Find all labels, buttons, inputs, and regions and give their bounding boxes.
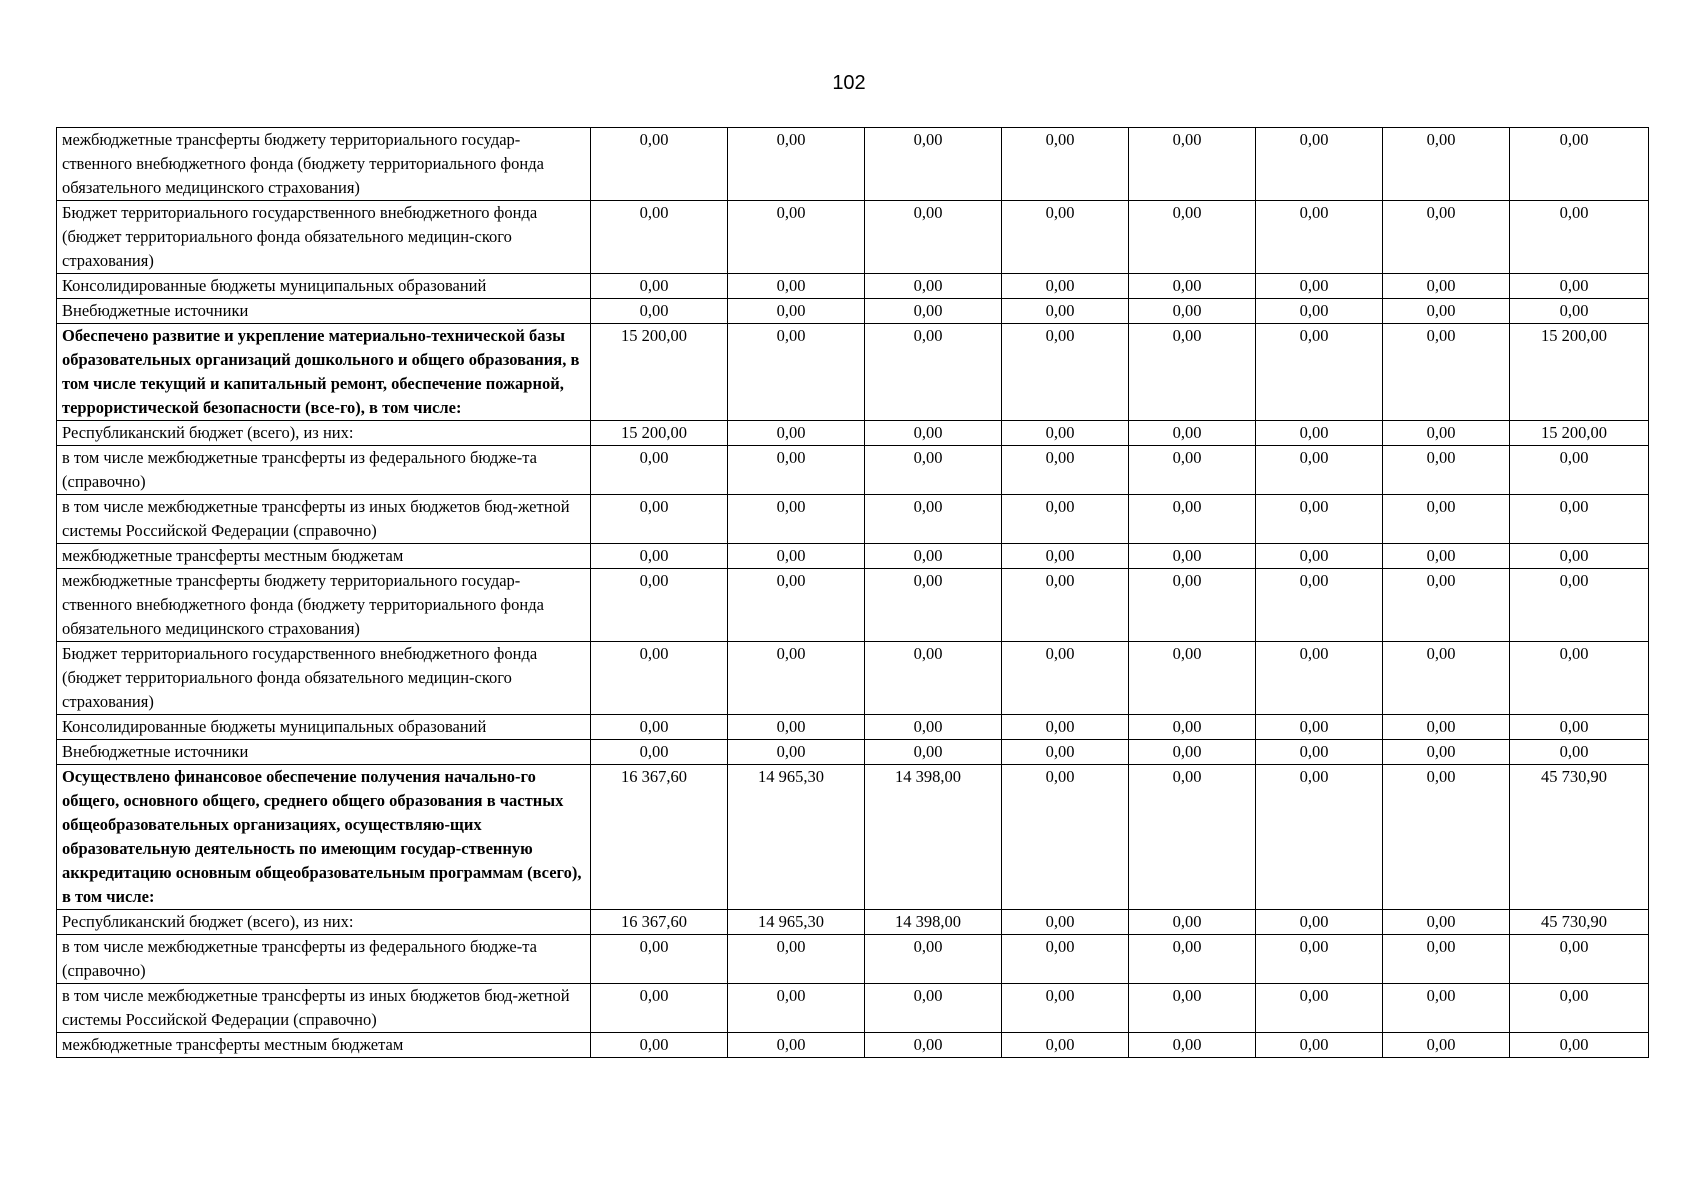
value-cell: 16 367,60: [591, 910, 728, 935]
value-cell: 0,00: [728, 274, 865, 299]
value-cell: 0,00: [1129, 569, 1256, 642]
value-cell: 0,00: [865, 740, 1002, 765]
row-label: в том числе межбюджетные трансферты из иных бюджетов бюд-жетной системы Российской Федерации (справочно): [57, 495, 591, 544]
row-label: Бюджет территориального государственного внебюджетного фонда (бюджет территориального фонда обязательного медицин-ского страхования): [57, 201, 591, 274]
value-cell: 0,00: [1256, 201, 1383, 274]
value-cell: 0,00: [591, 544, 728, 569]
value-cell: 0,00: [1510, 569, 1649, 642]
row-label: Обеспечено развитие и укрепление материально-технической базы образовательных организаций дошкольного и общего образования, в том числе текущий и капитальный ремонт, обеспечение пожарной, террористической безопасности (все-го), в том числе:: [57, 324, 591, 421]
value-cell: 0,00: [1383, 1033, 1510, 1058]
value-cell: 0,00: [1002, 128, 1129, 201]
row-label: межбюджетные трансферты местным бюджетам: [57, 1033, 591, 1058]
row-label: межбюджетные трансферты местным бюджетам: [57, 544, 591, 569]
value-cell: 0,00: [1256, 299, 1383, 324]
value-cell: 0,00: [591, 984, 728, 1033]
table-row: [57, 740, 1649, 765]
value-cell: 0,00: [591, 299, 728, 324]
value-cell: 0,00: [591, 569, 728, 642]
value-cell: 0,00: [1129, 421, 1256, 446]
value-cell: 0,00: [1002, 299, 1129, 324]
value-cell: 0,00: [1002, 495, 1129, 544]
value-cell: 0,00: [1129, 446, 1256, 495]
value-cell: 45 730,90: [1510, 765, 1649, 910]
table-row-section-total: [57, 765, 1649, 910]
table-row: [57, 446, 1649, 495]
value-cell: 0,00: [865, 569, 1002, 642]
value-cell: 0,00: [591, 128, 728, 201]
value-cell: 0,00: [1383, 421, 1510, 446]
value-cell: 0,00: [1002, 544, 1129, 569]
row-label: межбюджетные трансферты бюджету территориального государ-ственного внебюджетного фонда (бюджету территориального фонда обязательного медицинского страхования): [57, 569, 591, 642]
row-label: в том числе межбюджетные трансферты из федерального бюдже-та (справочно): [57, 446, 591, 495]
table-row: [57, 910, 1649, 935]
value-cell: 0,00: [728, 740, 865, 765]
value-cell: 0,00: [728, 299, 865, 324]
value-cell: 0,00: [1256, 765, 1383, 910]
value-cell: 0,00: [1256, 544, 1383, 569]
value-cell: 0,00: [728, 1033, 865, 1058]
value-cell: 0,00: [1510, 1033, 1649, 1058]
value-cell: 0,00: [1256, 274, 1383, 299]
value-cell: 0,00: [1383, 740, 1510, 765]
value-cell: 0,00: [1510, 274, 1649, 299]
value-cell: 0,00: [1510, 935, 1649, 984]
value-cell: 0,00: [865, 1033, 1002, 1058]
value-cell: 0,00: [1256, 910, 1383, 935]
value-cell: 14 398,00: [865, 910, 1002, 935]
row-label: межбюджетные трансферты бюджету территориального государ-ственного внебюджетного фонда (бюджету территориального фонда обязательного медицинского страхования): [57, 128, 591, 201]
value-cell: 0,00: [1129, 642, 1256, 715]
value-cell: 0,00: [1002, 1033, 1129, 1058]
table-row: [57, 1033, 1649, 1058]
value-cell: 0,00: [591, 495, 728, 544]
value-cell: 0,00: [1129, 544, 1256, 569]
value-cell: 0,00: [728, 495, 865, 544]
value-cell: 0,00: [1256, 642, 1383, 715]
value-cell: 0,00: [1002, 201, 1129, 274]
value-cell: 0,00: [1002, 740, 1129, 765]
table-row: [57, 128, 1649, 201]
value-cell: 0,00: [728, 446, 865, 495]
value-cell: 0,00: [865, 446, 1002, 495]
value-cell: 14 398,00: [865, 765, 1002, 910]
value-cell: 0,00: [865, 984, 1002, 1033]
value-cell: 0,00: [1002, 765, 1129, 910]
value-cell: 0,00: [728, 544, 865, 569]
table-row: [57, 642, 1649, 715]
table-row: [57, 544, 1649, 569]
value-cell: 0,00: [1383, 765, 1510, 910]
row-label: Республиканский бюджет (всего), из них:: [57, 910, 591, 935]
value-cell: 0,00: [591, 446, 728, 495]
value-cell: 0,00: [728, 421, 865, 446]
value-cell: 0,00: [1383, 910, 1510, 935]
value-cell: 0,00: [1002, 910, 1129, 935]
value-cell: 0,00: [1510, 715, 1649, 740]
value-cell: 0,00: [1256, 324, 1383, 421]
value-cell: 0,00: [1256, 715, 1383, 740]
page-number: 102: [832, 72, 866, 94]
value-cell: 0,00: [1002, 446, 1129, 495]
value-cell: 0,00: [1129, 1033, 1256, 1058]
value-cell: 0,00: [1383, 569, 1510, 642]
value-cell: 0,00: [865, 128, 1002, 201]
value-cell: 0,00: [865, 715, 1002, 740]
budget-table: [56, 127, 1649, 1058]
value-cell: 0,00: [1002, 324, 1129, 421]
value-cell: 0,00: [865, 495, 1002, 544]
value-cell: 0,00: [1129, 495, 1256, 544]
table-row: [57, 495, 1649, 544]
value-cell: 0,00: [1383, 446, 1510, 495]
value-cell: 0,00: [1256, 421, 1383, 446]
value-cell: 16 367,60: [591, 765, 728, 910]
value-cell: 0,00: [1002, 421, 1129, 446]
value-cell: 0,00: [1383, 642, 1510, 715]
budget-table-body: [57, 128, 1649, 1058]
value-cell: 0,00: [1383, 299, 1510, 324]
value-cell: 0,00: [1383, 544, 1510, 569]
row-label: Осуществлено финансовое обеспечение получения начально-го общего, основного общего, среднего общего образования в частных общеобразовательных организациях, осуществляю-щих образовательную деятельность по имеющим государ-ственную аккредитацию основным общеобразовательным программам (всего), в том числе:: [57, 765, 591, 910]
value-cell: 0,00: [1129, 715, 1256, 740]
value-cell: 0,00: [591, 740, 728, 765]
value-cell: 0,00: [1129, 274, 1256, 299]
value-cell: 0,00: [1129, 201, 1256, 274]
value-cell: 0,00: [1256, 935, 1383, 984]
value-cell: 0,00: [865, 421, 1002, 446]
value-cell: 15 200,00: [1510, 324, 1649, 421]
table-row: [57, 421, 1649, 446]
value-cell: 0,00: [1383, 935, 1510, 984]
value-cell: 0,00: [728, 984, 865, 1033]
value-cell: 0,00: [1383, 324, 1510, 421]
value-cell: 0,00: [865, 324, 1002, 421]
value-cell: 0,00: [865, 299, 1002, 324]
value-cell: 0,00: [728, 935, 865, 984]
value-cell: 0,00: [591, 1033, 728, 1058]
value-cell: 15 200,00: [1510, 421, 1649, 446]
value-cell: 0,00: [728, 642, 865, 715]
value-cell: 0,00: [1510, 201, 1649, 274]
value-cell: 0,00: [1256, 569, 1383, 642]
value-cell: 0,00: [1256, 128, 1383, 201]
value-cell: 0,00: [1383, 495, 1510, 544]
value-cell: 0,00: [1129, 324, 1256, 421]
value-cell: 0,00: [865, 935, 1002, 984]
value-cell: 0,00: [1002, 642, 1129, 715]
value-cell: 0,00: [1383, 274, 1510, 299]
value-cell: 0,00: [1256, 495, 1383, 544]
value-cell: 0,00: [728, 201, 865, 274]
row-label: Внебюджетные источники: [57, 740, 591, 765]
value-cell: 0,00: [865, 274, 1002, 299]
value-cell: 0,00: [1510, 128, 1649, 201]
value-cell: 0,00: [728, 715, 865, 740]
value-cell: 0,00: [1002, 274, 1129, 299]
row-label: Бюджет территориального государственного внебюджетного фонда (бюджет территориального фонда обязательного медицин-ского страхования): [57, 642, 591, 715]
value-cell: 0,00: [1510, 740, 1649, 765]
value-cell: 0,00: [865, 642, 1002, 715]
value-cell: 0,00: [1002, 715, 1129, 740]
value-cell: 0,00: [1510, 984, 1649, 1033]
value-cell: 0,00: [1256, 446, 1383, 495]
value-cell: 45 730,90: [1510, 910, 1649, 935]
value-cell: 0,00: [1383, 128, 1510, 201]
value-cell: 14 965,30: [728, 910, 865, 935]
table-row: [57, 569, 1649, 642]
value-cell: 0,00: [591, 274, 728, 299]
row-label: Консолидированные бюджеты муниципальных образований: [57, 274, 591, 299]
value-cell: 0,00: [1510, 495, 1649, 544]
value-cell: 0,00: [865, 201, 1002, 274]
value-cell: 0,00: [1510, 544, 1649, 569]
value-cell: 0,00: [1256, 740, 1383, 765]
value-cell: 0,00: [591, 935, 728, 984]
value-cell: 15 200,00: [591, 324, 728, 421]
value-cell: 0,00: [1129, 765, 1256, 910]
table-row: [57, 935, 1649, 984]
value-cell: 0,00: [1129, 984, 1256, 1033]
value-cell: 15 200,00: [591, 421, 728, 446]
value-cell: 0,00: [591, 201, 728, 274]
table-row: [57, 299, 1649, 324]
value-cell: 0,00: [1002, 935, 1129, 984]
value-cell: 0,00: [728, 324, 865, 421]
value-cell: 0,00: [1129, 740, 1256, 765]
value-cell: 0,00: [1383, 201, 1510, 274]
value-cell: 0,00: [865, 544, 1002, 569]
row-label: Республиканский бюджет (всего), из них:: [57, 421, 591, 446]
value-cell: 0,00: [1510, 299, 1649, 324]
table-row: [57, 984, 1649, 1033]
table-row: [57, 715, 1649, 740]
value-cell: 0,00: [591, 642, 728, 715]
value-cell: 0,00: [728, 569, 865, 642]
value-cell: 0,00: [1002, 984, 1129, 1033]
row-label: в том числе межбюджетные трансферты из федерального бюдже-та (справочно): [57, 935, 591, 984]
value-cell: 0,00: [1129, 128, 1256, 201]
value-cell: 0,00: [1129, 299, 1256, 324]
value-cell: 0,00: [1510, 446, 1649, 495]
value-cell: 0,00: [1383, 715, 1510, 740]
value-cell: 0,00: [591, 715, 728, 740]
value-cell: 0,00: [1383, 984, 1510, 1033]
value-cell: 14 965,30: [728, 765, 865, 910]
value-cell: 0,00: [1256, 1033, 1383, 1058]
table-row: [57, 201, 1649, 274]
row-label: Консолидированные бюджеты муниципальных образований: [57, 715, 591, 740]
table-row: [57, 274, 1649, 299]
value-cell: 0,00: [1002, 569, 1129, 642]
value-cell: 0,00: [1129, 910, 1256, 935]
value-cell: 0,00: [728, 128, 865, 201]
table-row-section-total: [57, 324, 1649, 421]
value-cell: 0,00: [1510, 642, 1649, 715]
row-label: Внебюджетные источники: [57, 299, 591, 324]
row-label: в том числе межбюджетные трансферты из иных бюджетов бюд-жетной системы Российской Федерации (справочно): [57, 984, 591, 1033]
value-cell: 0,00: [1256, 984, 1383, 1033]
value-cell: 0,00: [1129, 935, 1256, 984]
